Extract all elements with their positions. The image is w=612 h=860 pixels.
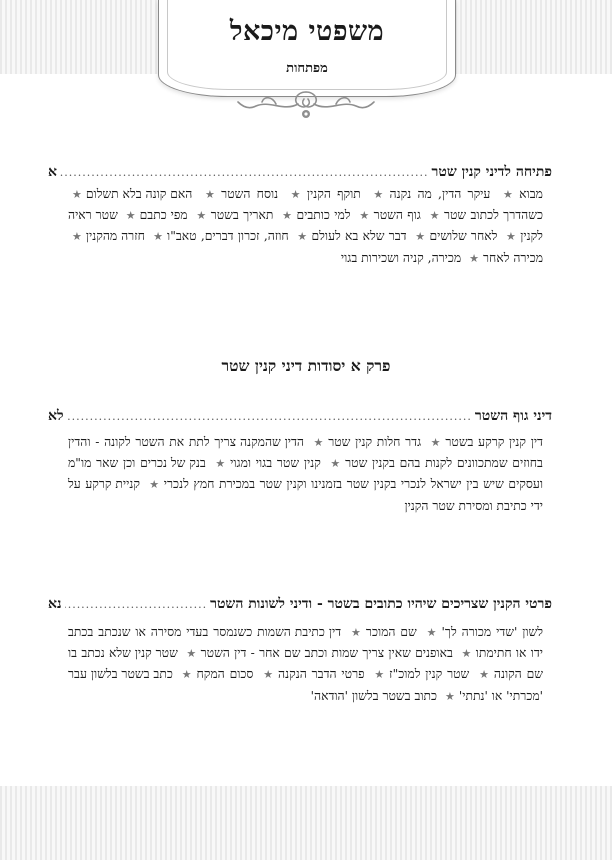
star-icon: ★ (429, 436, 442, 449)
topic-item: קנין שטר בגוי ומגוי (230, 456, 321, 471)
star-icon: ★ (461, 647, 472, 661)
star-icon: ★ (72, 230, 82, 244)
topic-item: כשהדרך לכתוב שטר (443, 208, 543, 223)
topic-item: מכירה, קניה ושכירות בגוי (340, 250, 462, 265)
toc-entry-details[interactable] (48, 596, 552, 613)
topic-item: סכום המקח (196, 667, 254, 682)
topic-item: למי כותבים (296, 208, 351, 223)
star-icon: ★ (195, 209, 207, 223)
star-icon: ★ (312, 436, 325, 449)
topic-item: גדר חלות קנין שטר (328, 435, 422, 449)
topic-item: פרטי הדבר הנקנה (278, 667, 365, 682)
star-icon: ★ (429, 209, 440, 223)
toc-entry-body[interactable] (48, 408, 552, 425)
leader-dots (67, 410, 472, 423)
topic-item: שם המוכר (365, 625, 417, 639)
topic-item: האם קונה בלא תשלום (85, 187, 193, 201)
star-icon: ★ (371, 188, 386, 201)
topic-item: שטר ראיה לקנין (68, 208, 543, 244)
book-title: משפטי מיכאל (229, 16, 385, 47)
star-icon: ★ (186, 647, 197, 661)
toc-entry-description (68, 432, 543, 517)
star-icon: ★ (505, 230, 517, 244)
star-icon: ★ (373, 668, 386, 682)
topic-item: מכירה לאחר (483, 250, 543, 265)
topic-item: בנק של נכרים וכן שאר מו"מ ועסקים שיש בין ישראל לנכרי בקנין שטר בזמנינו וקנין שטר במכירת חמץ לנכרי (68, 456, 543, 492)
topic-item: גוף השטר (373, 208, 421, 223)
toc-entry-description (68, 184, 543, 269)
topic-item: תוקף הקנין (306, 187, 361, 201)
chapter-title: פרק א יסודות דיני קנין שטר (221, 356, 391, 375)
star-icon: ★ (281, 209, 293, 223)
topic-item: כתב בשטר בלשון עבר 'מכרתי' או 'נתתי' (68, 667, 543, 703)
star-icon: ★ (414, 230, 426, 244)
star-icon: ★ (214, 457, 227, 471)
star-icon: ★ (500, 188, 516, 201)
toc-entry-title: פתיחה לדיני קנין שטר (431, 164, 552, 180)
toc-entry-description (68, 622, 543, 707)
topic-item: מפי כתבם (139, 208, 188, 223)
topic-item: הדין שהמקנה צריך לתת את השטר לקונה - והדין בחוזים שמתכוונים לקנות בהם בקנין שטר (68, 435, 543, 471)
star-icon: ★ (425, 626, 438, 639)
header-tab (158, 0, 456, 97)
topic-item: שטר קנין שלא נכתב בו שם הקונה (68, 646, 543, 682)
topic-item: נוסח השטר (221, 187, 279, 201)
star-icon: ★ (329, 457, 342, 471)
star-icon: ★ (72, 188, 82, 201)
star-icon: ★ (202, 188, 218, 201)
star-icon: ★ (469, 251, 479, 265)
topic-item: עיקר הדין, מה נקנה (389, 187, 491, 201)
topic-item: לשון 'שדי מכורה לך' (441, 625, 543, 639)
topic-item: דין קנין קרקע בשטר (445, 435, 543, 449)
topic-item: תאריך בשטר (210, 208, 274, 223)
topic-item: מבוא (519, 187, 543, 201)
star-icon: ★ (358, 209, 370, 223)
star-icon: ★ (444, 689, 455, 703)
star-icon: ★ (148, 478, 160, 492)
ornament-icon (226, 86, 386, 122)
star-icon: ★ (478, 668, 490, 682)
topic-item: שטר קנין למוכ"ז (389, 667, 470, 682)
star-icon: ★ (180, 668, 193, 682)
star-icon: ★ (296, 230, 308, 244)
section-name: מפתחות (286, 61, 328, 76)
star-icon: ★ (350, 626, 362, 639)
topic-item: דבר שלא בא לעולם (311, 229, 407, 244)
toc-entry-title: פרטי הקנין שצריכים שיהיו כתובים בשטר - ודיני לשונות השטר (210, 596, 552, 612)
star-icon: ★ (152, 230, 164, 244)
star-icon: ★ (288, 188, 303, 201)
leader-dots (60, 166, 429, 179)
toc-page-number: נא (48, 596, 62, 612)
bottom-stripe-band (0, 786, 612, 860)
topic-item: קניית קרקע על ידי כתיבת ומסירת שטר הקנין (68, 477, 543, 513)
toc-page-number: לא (48, 408, 64, 424)
toc-entry-title: דיני גוף השטר (474, 408, 552, 424)
topic-item: חוזה, זכרון דברים, טאב"ו (167, 229, 289, 244)
star-icon: ★ (262, 668, 275, 682)
topic-item: כתוב בשטר בלשון 'הודאה' (310, 688, 438, 703)
star-icon: ★ (125, 209, 136, 223)
topic-item: דין כתיבת השמות כשנמסר בעדי מסירה או שנכתב בכתב ידו או חתימתו (68, 625, 543, 661)
leader-dots (65, 598, 208, 611)
topic-item: לאחר שלושים (429, 229, 498, 244)
toc-page-number: א (48, 164, 57, 180)
topic-item: חזרה מהקנין (85, 229, 145, 244)
toc-entry-intro[interactable] (48, 164, 552, 181)
topic-item: באופנים שאין צריך שמות וכתב שם אחר - דין השטר (200, 646, 453, 661)
